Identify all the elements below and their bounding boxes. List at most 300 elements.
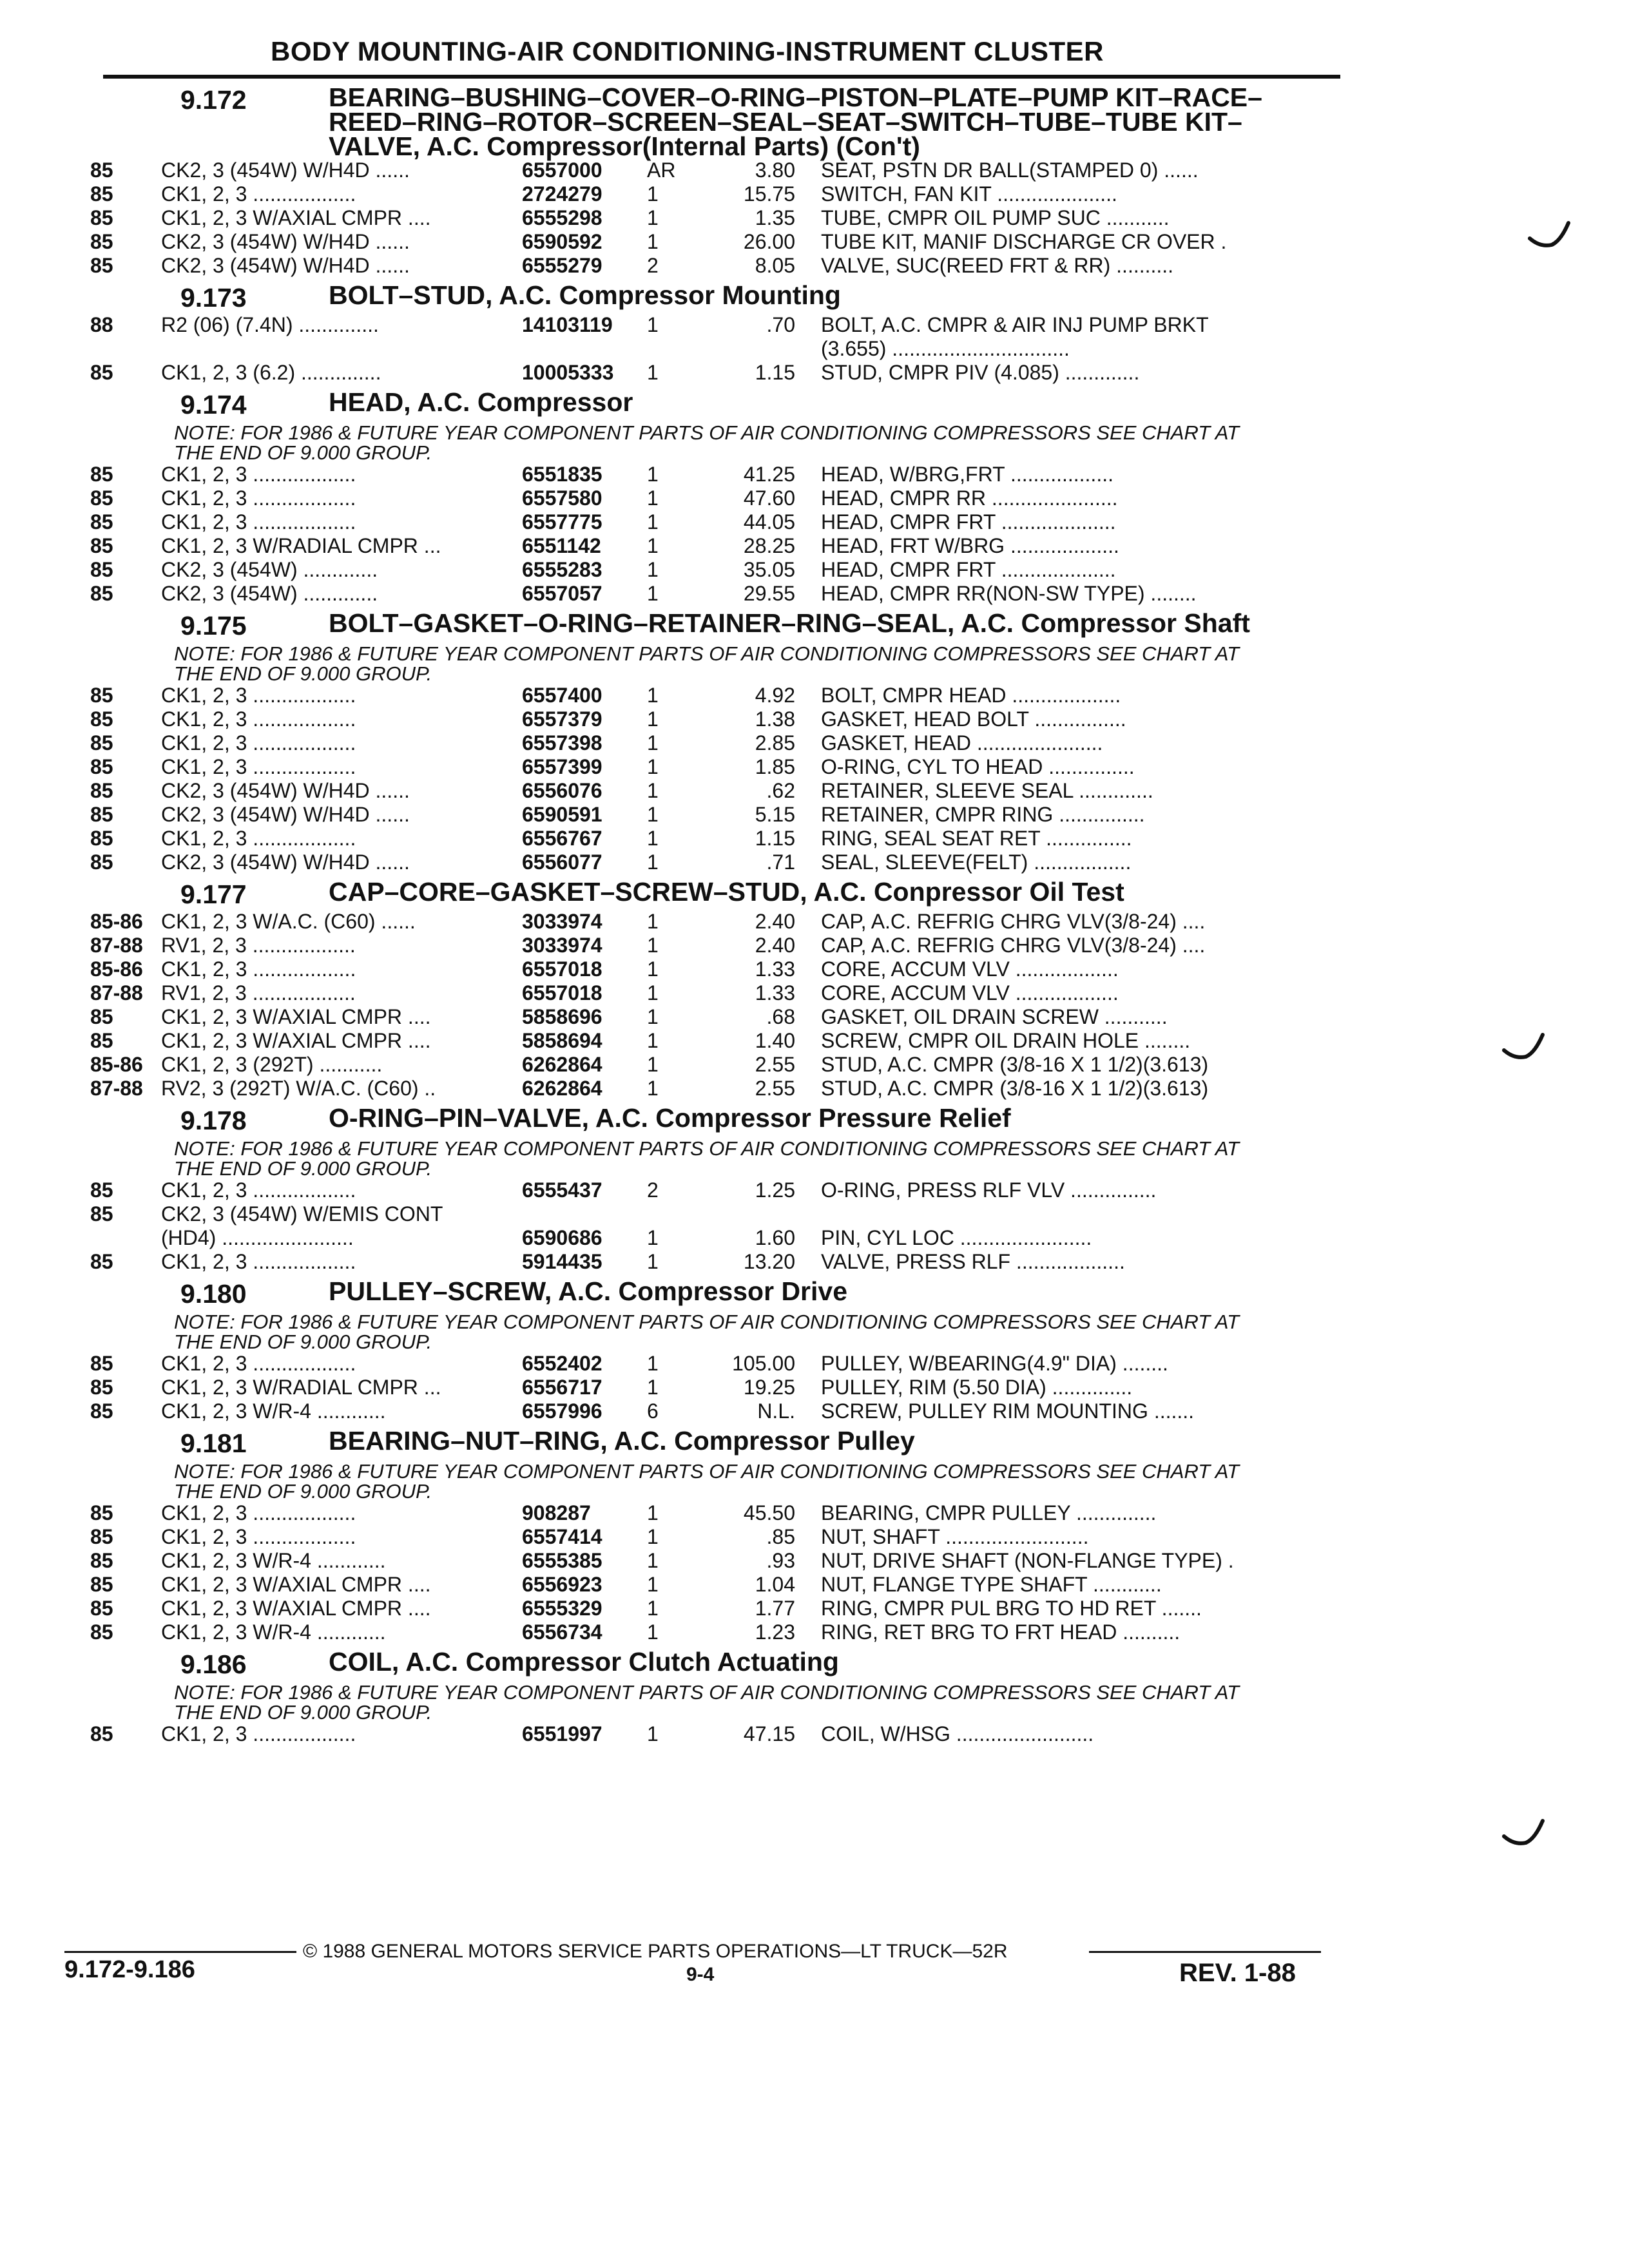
part-description: TUBE KIT, MANIF DISCHARGE CR OVER . xyxy=(821,230,1227,253)
part-number: 2724279 xyxy=(522,182,602,206)
table-row xyxy=(90,850,1353,874)
part-description: SEAT, PSTN DR BALL(STAMPED 0) ...... xyxy=(821,159,1199,182)
quantity: 1 xyxy=(647,1722,659,1745)
quantity: 1 xyxy=(647,1029,659,1052)
part-number: 6556734 xyxy=(522,1620,602,1644)
quantity: 1 xyxy=(647,684,659,707)
model-application: CK1, 2, 3 .................. xyxy=(161,1352,356,1375)
price: 1.33 xyxy=(755,981,795,1004)
price: 4.92 xyxy=(755,684,795,707)
part-number: 10005333 xyxy=(522,361,614,384)
model-year: 85 xyxy=(90,254,113,277)
price: 1.15 xyxy=(755,361,795,384)
part-description: TUBE, CMPR OIL PUMP SUC ........... xyxy=(821,206,1170,229)
table-row xyxy=(90,1005,1353,1029)
model-year: 85 xyxy=(90,1029,113,1052)
table-row xyxy=(90,1250,1353,1274)
model-year: 85 xyxy=(90,779,113,802)
section-9-175 xyxy=(90,608,1353,874)
part-number: 6555437 xyxy=(522,1178,602,1202)
model-application: CK1, 2, 3 W/AXIAL CMPR .... xyxy=(161,1029,431,1052)
table-row xyxy=(90,463,1353,486)
part-description: O-RING, PRESS RLF VLV ............... xyxy=(821,1178,1157,1202)
price: .70 xyxy=(766,313,795,336)
part-number: 6590686 xyxy=(522,1226,602,1249)
price: 29.55 xyxy=(743,582,795,605)
price: .62 xyxy=(766,779,795,802)
model-application: CK1, 2, 3 .................. xyxy=(161,1250,356,1273)
section-9-178 xyxy=(90,1103,1353,1274)
price: 2.40 xyxy=(755,934,795,957)
quantity: 1 xyxy=(647,1549,659,1572)
part-description: STUD, A.C. CMPR (3/8-16 X 1 1/2)(3.613) xyxy=(821,1077,1209,1100)
quantity: AR xyxy=(647,159,676,182)
part-description: O-RING, CYL TO HEAD ............... xyxy=(821,755,1135,778)
model-year: 85 xyxy=(90,230,113,253)
table-row xyxy=(90,1226,1353,1250)
checkmark-icon xyxy=(1501,1031,1547,1063)
quantity: 1 xyxy=(647,1620,659,1644)
model-year: 85 xyxy=(90,558,113,581)
table-row xyxy=(90,1597,1353,1620)
quantity: 2 xyxy=(647,254,659,277)
part-number: 6556076 xyxy=(522,779,602,802)
table-row xyxy=(90,582,1353,606)
part-description: HEAD, CMPR RR(NON-SW TYPE) ........ xyxy=(821,582,1197,605)
part-description: VALVE, PRESS RLF ................... xyxy=(821,1250,1125,1273)
table-row xyxy=(90,1549,1353,1573)
table-row xyxy=(90,803,1353,827)
table-row xyxy=(90,1573,1353,1597)
table-row xyxy=(90,910,1353,934)
price: 2.55 xyxy=(755,1053,795,1076)
model-year: 85 xyxy=(90,1178,113,1202)
part-number: 6555279 xyxy=(522,254,602,277)
part-description: NUT, DRIVE SHAFT (NON-FLANGE TYPE) . xyxy=(821,1549,1234,1572)
section-heading xyxy=(90,608,1353,641)
part-description: CAP, A.C. REFRIG CHRG VLV(3/8-24) .... xyxy=(821,934,1206,957)
section-title: HEAD, A.C. Compressor xyxy=(329,387,633,417)
model-application: CK1, 2, 3 W/AXIAL CMPR .... xyxy=(161,1005,431,1028)
section-9-172 xyxy=(90,82,1353,278)
model-application: CK2, 3 (454W) W/H4D ...... xyxy=(161,779,410,802)
part-description: GASKET, HEAD BOLT ................ xyxy=(821,707,1126,731)
part-number: 6557018 xyxy=(522,957,602,981)
quantity: 1 xyxy=(647,779,659,802)
checkmark-icon xyxy=(1501,1817,1547,1849)
model-year: 85 xyxy=(90,803,113,826)
quantity: 1 xyxy=(647,827,659,850)
price: 28.25 xyxy=(743,534,795,557)
price: 1.15 xyxy=(755,827,795,850)
section-note: NOTE: FOR 1986 & FUTURE YEAR COMPONENT PARTS OF AIR CONDITIONING COMPRESSORS SEE CHART AT THE END OF 9.000 GROUP. xyxy=(174,1311,1240,1353)
part-description: RETAINER, CMPR RING ............... xyxy=(821,803,1145,826)
table-row xyxy=(90,755,1353,779)
model-application: CK1, 2, 3 .................. xyxy=(161,755,356,778)
model-year: 85 xyxy=(90,1597,113,1620)
section-9-174 xyxy=(90,387,1353,606)
part-description: RING, RET BRG TO FRT HEAD .......... xyxy=(821,1620,1181,1644)
page-header-title: BODY MOUNTING-AIR CONDITIONING-INSTRUMENT CLUSTER xyxy=(271,36,1104,66)
table-row xyxy=(90,1722,1353,1746)
table-row xyxy=(90,1029,1353,1053)
price: .85 xyxy=(766,1525,795,1548)
model-application: CK2, 3 (454W) ............. xyxy=(161,582,378,605)
part-number: 6557399 xyxy=(522,755,602,778)
model-application: CK2, 3 (454W) W/H4D ...... xyxy=(161,159,410,182)
section-9-181 xyxy=(90,1428,1353,1644)
part-number: 5858694 xyxy=(522,1029,602,1052)
table-row xyxy=(90,1525,1353,1549)
part-number: 6557379 xyxy=(522,707,602,731)
section-heading xyxy=(90,82,1353,161)
section-heading xyxy=(90,1276,1353,1309)
table-row xyxy=(90,1202,1353,1226)
table-row xyxy=(90,827,1353,850)
price: 3.80 xyxy=(755,159,795,182)
model-application: CK1, 2, 3 .................. xyxy=(161,463,356,486)
price: 2.85 xyxy=(755,731,795,754)
section-title: BEARING–BUSHING–COVER–O-RING–PISTON–PLATE–PUMP KIT–RACE–REED–RING–ROTOR–SCREEN–SEAL–SEAT–SWITCH–TUBE–TUBE KIT–VALVE, A.C. Compressor(Internal Parts) (Con't) xyxy=(329,82,1262,161)
parts-list xyxy=(90,80,1353,1746)
table-row xyxy=(90,558,1353,582)
section-title: BOLT–GASKET–O-RING–RETAINER–RING–SEAL, A.C. Compressor Shaft xyxy=(329,608,1250,638)
model-year: 85 xyxy=(90,206,113,229)
price: 1.38 xyxy=(755,707,795,731)
section-note: NOTE: FOR 1986 & FUTURE YEAR COMPONENT PARTS OF AIR CONDITIONING COMPRESSORS SEE CHART AT THE END OF 9.000 GROUP. xyxy=(174,421,1240,464)
quantity: 1 xyxy=(647,1053,659,1076)
part-description: SEAL, SLEEVE(FELT) ................. xyxy=(821,850,1132,874)
section-9-186 xyxy=(90,1649,1353,1746)
table-row xyxy=(90,1501,1353,1525)
part-number: 6557018 xyxy=(522,981,602,1004)
quantity: 1 xyxy=(647,206,659,229)
table-row xyxy=(90,779,1353,803)
quantity: 1 xyxy=(647,182,659,206)
price: 1.77 xyxy=(755,1597,795,1620)
model-application: CK1, 2, 3 .................. xyxy=(161,707,356,731)
part-description: RING, SEAL SEAT RET ............... xyxy=(821,827,1132,850)
model-application: CK2, 3 (454W) W/EMIS CONT xyxy=(161,1202,443,1225)
part-description: SCREW, PULLEY RIM MOUNTING ....... xyxy=(821,1399,1195,1423)
part-description: PIN, CYL LOC ....................... xyxy=(821,1226,1092,1249)
model-application: CK1, 2, 3 .................. xyxy=(161,1525,356,1548)
model-year: 85 xyxy=(90,1250,113,1273)
footer-copyright: © 1988 GENERAL MOTORS SERVICE PARTS OPERATIONS—LT TRUCK—52R xyxy=(303,1941,1008,1962)
part-number: 6262864 xyxy=(522,1077,602,1100)
model-year: 85 xyxy=(90,463,113,486)
model-application: R2 (06) (7.4N) .............. xyxy=(161,313,379,336)
model-application: CK1, 2, 3 .................. xyxy=(161,1178,356,1202)
model-year: 85 xyxy=(90,850,113,874)
quantity: 2 xyxy=(647,1178,659,1202)
model-application: CK1, 2, 3 .................. xyxy=(161,1501,356,1524)
quantity: 1 xyxy=(647,755,659,778)
model-application: CK1, 2, 3 (292T) ........... xyxy=(161,1053,383,1076)
section-note: NOTE: FOR 1986 & FUTURE YEAR COMPONENT PARTS OF AIR CONDITIONING COMPRESSORS SEE CHART AT THE END OF 9.000 GROUP. xyxy=(174,1460,1240,1503)
section-title: BOLT–STUD, A.C. Compressor Mounting xyxy=(329,280,841,310)
part-description: SWITCH, FAN KIT ..................... xyxy=(821,182,1117,206)
table-row xyxy=(90,510,1353,534)
quantity: 1 xyxy=(647,1573,659,1596)
model-year: 87-88 xyxy=(90,1077,143,1100)
section-9-177 xyxy=(90,879,1353,1100)
model-application: CK1, 2, 3 .................. xyxy=(161,486,356,510)
model-year: 85 xyxy=(90,731,113,754)
model-application: CK1, 2, 3 .................. xyxy=(161,957,356,981)
model-application: RV2, 3 (292T) W/A.C. (C60) .. xyxy=(161,1077,436,1100)
part-description: HEAD, W/BRG,FRT .................. xyxy=(821,463,1113,486)
part-number: 6557775 xyxy=(522,510,602,533)
quantity: 1 xyxy=(647,486,659,510)
quantity: 1 xyxy=(647,534,659,557)
price: 1.23 xyxy=(755,1620,795,1644)
part-description: BEARING, CMPR PULLEY .............. xyxy=(821,1501,1157,1524)
quantity: 1 xyxy=(647,1352,659,1375)
model-application: CK2, 3 (454W) W/H4D ...... xyxy=(161,254,410,277)
section-number: 9.180 xyxy=(180,1279,247,1309)
model-year: 85 xyxy=(90,1549,113,1572)
model-application: CK1, 2, 3 W/A.C. (C60) ...... xyxy=(161,910,416,933)
quantity: 1 xyxy=(647,1226,659,1249)
price: .71 xyxy=(766,850,795,874)
part-number: 6557580 xyxy=(522,486,602,510)
model-application: CK1, 2, 3 .................. xyxy=(161,1722,356,1745)
price: 1.25 xyxy=(755,1178,795,1202)
section-title: O-RING–PIN–VALVE, A.C. Compressor Pressure Relief xyxy=(329,1103,1011,1133)
quantity: 1 xyxy=(647,1077,659,1100)
model-year: 85 xyxy=(90,684,113,707)
table-row xyxy=(90,1620,1353,1644)
model-application: CK1, 2, 3 W/RADIAL CMPR ... xyxy=(161,534,441,557)
part-description: NUT, SHAFT ......................... xyxy=(821,1525,1089,1548)
part-number: 6262864 xyxy=(522,1053,602,1076)
model-year: 85 xyxy=(90,755,113,778)
quantity: 1 xyxy=(647,981,659,1004)
part-description: BOLT, CMPR HEAD ................... xyxy=(821,684,1121,707)
part-number: 6590592 xyxy=(522,230,602,253)
footer-section-range: 9.172-9.186 xyxy=(64,1956,195,1983)
part-number: 6555298 xyxy=(522,206,602,229)
part-description: BOLT, A.C. CMPR & AIR INJ PUMP BRKT xyxy=(821,313,1209,336)
section-9-173 xyxy=(90,280,1353,385)
part-number: 6557000 xyxy=(522,159,602,182)
part-description: CORE, ACCUM VLV .................. xyxy=(821,981,1119,1004)
part-number: 14103119 xyxy=(522,313,613,336)
quantity: 1 xyxy=(647,957,659,981)
table-row xyxy=(90,1352,1353,1376)
table-row xyxy=(90,684,1353,707)
model-application: CK1, 2, 3 .................. xyxy=(161,684,356,707)
part-description: PULLEY, RIM (5.50 DIA) .............. xyxy=(821,1376,1133,1399)
quantity: 1 xyxy=(647,313,659,336)
model-application: (HD4) ....................... xyxy=(161,1226,354,1249)
quantity: 1 xyxy=(647,510,659,533)
model-year: 85 xyxy=(90,1620,113,1644)
section-heading xyxy=(90,387,1353,420)
section-title: COIL, A.C. Compressor Clutch Actuating xyxy=(329,1647,839,1677)
table-row xyxy=(90,337,1353,361)
footer-page-number: 9-4 xyxy=(686,1964,715,1985)
model-application: RV1, 2, 3 .................. xyxy=(161,934,356,957)
part-number: 6551997 xyxy=(522,1722,602,1745)
model-year: 88 xyxy=(90,313,113,336)
model-application: CK1, 2, 3 W/AXIAL CMPR .... xyxy=(161,206,431,229)
model-application: CK2, 3 (454W) ............. xyxy=(161,558,378,581)
footer-rule-left xyxy=(64,1951,296,1953)
part-number: 6557414 xyxy=(522,1525,602,1548)
model-application: CK2, 3 (454W) W/H4D ...... xyxy=(161,850,410,874)
model-application: CK1, 2, 3 W/R-4 ............ xyxy=(161,1549,386,1572)
part-description: STUD, CMPR PIV (4.085) ............. xyxy=(821,361,1140,384)
price: 1.60 xyxy=(755,1226,795,1249)
section-heading xyxy=(90,280,1353,313)
price: 13.20 xyxy=(743,1250,795,1273)
part-number: 5858696 xyxy=(522,1005,602,1028)
price: N.L. xyxy=(757,1399,795,1423)
model-year: 85 xyxy=(90,510,113,533)
part-description: GASKET, OIL DRAIN SCREW ........... xyxy=(821,1005,1168,1028)
part-number: 6590591 xyxy=(522,803,602,826)
part-number: 6556923 xyxy=(522,1573,602,1596)
section-heading xyxy=(90,879,1353,910)
model-year: 85 xyxy=(90,159,113,182)
table-row xyxy=(90,981,1353,1005)
model-year: 85 xyxy=(90,582,113,605)
quantity: 1 xyxy=(647,850,659,874)
price: 15.75 xyxy=(743,182,795,206)
part-number: 6555283 xyxy=(522,558,602,581)
model-application: CK1, 2, 3 W/AXIAL CMPR .... xyxy=(161,1597,431,1620)
quantity: 1 xyxy=(647,1597,659,1620)
price: 2.40 xyxy=(755,910,795,933)
table-row xyxy=(90,1399,1353,1423)
part-description: CAP, A.C. REFRIG CHRG VLV(3/8-24) .... xyxy=(821,910,1206,933)
table-row xyxy=(90,1053,1353,1077)
price: 1.40 xyxy=(755,1029,795,1052)
section-number: 9.173 xyxy=(180,283,247,312)
part-description: HEAD, FRT W/BRG ................... xyxy=(821,534,1119,557)
section-number: 9.177 xyxy=(180,879,247,909)
model-application: CK1, 2, 3 .................. xyxy=(161,182,356,206)
part-description: VALVE, SUC(REED FRT & RR) .......... xyxy=(821,254,1174,277)
part-number: 6555329 xyxy=(522,1597,602,1620)
model-year: 87-88 xyxy=(90,981,143,1004)
model-year: 85-86 xyxy=(90,1053,143,1076)
model-year: 85 xyxy=(90,1399,113,1423)
part-description: HEAD, CMPR FRT .................... xyxy=(821,558,1116,581)
price: 1.33 xyxy=(755,957,795,981)
section-number: 9.186 xyxy=(180,1649,247,1679)
table-row xyxy=(90,361,1353,385)
model-application: CK2, 3 (454W) W/H4D ...... xyxy=(161,230,410,253)
table-row xyxy=(90,254,1353,278)
table-row xyxy=(90,206,1353,230)
price: 1.85 xyxy=(755,755,795,778)
table-row xyxy=(90,707,1353,731)
model-year: 85 xyxy=(90,1573,113,1596)
section-title: CAP–CORE–GASKET–SCREW–STUD, A.C. Conpressor Oil Test xyxy=(329,877,1124,907)
section-number: 9.175 xyxy=(180,611,247,640)
model-year: 85 xyxy=(90,1202,113,1225)
footer-rule-right xyxy=(1089,1951,1321,1953)
part-description: STUD, A.C. CMPR (3/8-16 X 1 1/2)(3.613) xyxy=(821,1053,1209,1076)
part-number: 6556077 xyxy=(522,850,602,874)
table-row xyxy=(90,313,1353,337)
model-year: 85 xyxy=(90,827,113,850)
model-application: CK2, 3 (454W) W/H4D ...... xyxy=(161,803,410,826)
model-year: 85 xyxy=(90,1005,113,1028)
part-description: RETAINER, SLEEVE SEAL ............. xyxy=(821,779,1153,802)
part-number: 3033974 xyxy=(522,910,602,933)
checkmark-icon xyxy=(1527,219,1572,251)
part-description: COIL, W/HSG ........................ xyxy=(821,1722,1094,1745)
model-application: CK1, 2, 3 (6.2) .............. xyxy=(161,361,381,384)
model-year: 85 xyxy=(90,1501,113,1524)
quantity: 1 xyxy=(647,803,659,826)
model-year: 85 xyxy=(90,361,113,384)
section-title: PULLEY–SCREW, A.C. Compressor Drive xyxy=(329,1276,848,1306)
section-note: NOTE: FOR 1986 & FUTURE YEAR COMPONENT PARTS OF AIR CONDITIONING COMPRESSORS SEE CHART AT THE END OF 9.000 GROUP. xyxy=(174,642,1240,685)
price: 47.60 xyxy=(743,486,795,510)
price: 1.35 xyxy=(755,206,795,229)
section-heading xyxy=(90,1649,1353,1680)
model-application: CK1, 2, 3 W/AXIAL CMPR .... xyxy=(161,1573,431,1596)
part-description: SCREW, CMPR OIL DRAIN HOLE ........ xyxy=(821,1029,1191,1052)
price: 105.00 xyxy=(732,1352,795,1375)
part-number: 6556767 xyxy=(522,827,602,850)
table-row xyxy=(90,934,1353,957)
price: 35.05 xyxy=(743,558,795,581)
model-year: 85 xyxy=(90,534,113,557)
model-application: CK1, 2, 3 W/R-4 ............ xyxy=(161,1620,386,1644)
part-description: NUT, FLANGE TYPE SHAFT ............ xyxy=(821,1573,1162,1596)
table-row xyxy=(90,534,1353,558)
part-number: 6557398 xyxy=(522,731,602,754)
quantity: 1 xyxy=(647,1250,659,1273)
part-description: HEAD, CMPR RR ...................... xyxy=(821,486,1118,510)
part-description: HEAD, CMPR FRT .................... xyxy=(821,510,1116,533)
table-row xyxy=(90,1077,1353,1100)
part-number: 6551142 xyxy=(522,534,601,557)
price: 5.15 xyxy=(755,803,795,826)
table-row xyxy=(90,1376,1353,1399)
model-application: CK1, 2, 3 .................. xyxy=(161,731,356,754)
price: 41.25 xyxy=(743,463,795,486)
section-number: 9.181 xyxy=(180,1428,247,1458)
quantity: 1 xyxy=(647,1376,659,1399)
price: 2.55 xyxy=(755,1077,795,1100)
part-number: 3033974 xyxy=(522,934,602,957)
model-application: CK1, 2, 3 .................. xyxy=(161,827,356,850)
section-note: NOTE: FOR 1986 & FUTURE YEAR COMPONENT PARTS OF AIR CONDITIONING COMPRESSORS SEE CHART AT THE END OF 9.000 GROUP. xyxy=(174,1137,1240,1180)
quantity: 1 xyxy=(647,230,659,253)
part-description: (3.655) ............................... xyxy=(821,337,1070,360)
model-year: 87-88 xyxy=(90,934,143,957)
quantity: 1 xyxy=(647,731,659,754)
part-number: 6555385 xyxy=(522,1549,602,1572)
quantity: 1 xyxy=(647,582,659,605)
quantity: 1 xyxy=(647,1525,659,1548)
section-number: 9.178 xyxy=(180,1106,247,1135)
quantity: 1 xyxy=(647,361,659,384)
model-application: RV1, 2, 3 .................. xyxy=(161,981,356,1004)
price: 8.05 xyxy=(755,254,795,277)
quantity: 1 xyxy=(647,934,659,957)
price: .93 xyxy=(766,1549,795,1572)
table-row xyxy=(90,182,1353,206)
part-number: 6552402 xyxy=(522,1352,602,1375)
